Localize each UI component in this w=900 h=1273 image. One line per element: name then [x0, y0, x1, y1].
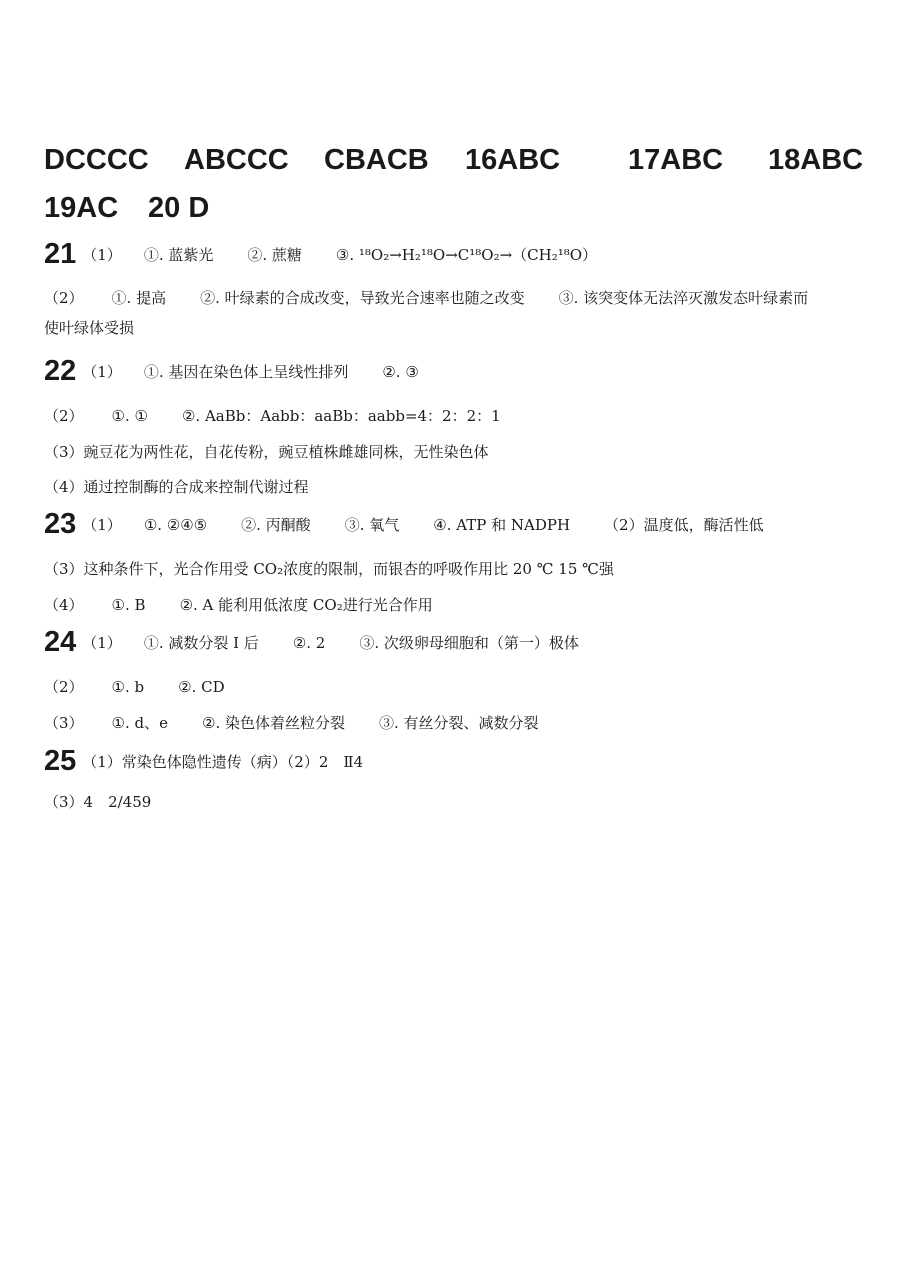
- question-number: 21: [44, 238, 77, 270]
- mc-answer-group: 18ABC: [768, 144, 864, 176]
- q22-part2: [44, 405, 501, 426]
- answer-text: ①. ②④⑤: [143, 515, 208, 534]
- part-label: （3）: [44, 714, 84, 732]
- mc-answers-row-1: [44, 144, 864, 184]
- answer-text: ②. CD: [178, 678, 225, 696]
- question-number: 25: [44, 745, 77, 777]
- answer-text: ②. 丙酮酸: [241, 516, 311, 534]
- question-number: 22: [44, 355, 77, 387]
- part-label: （4）: [44, 596, 84, 614]
- answer-text: ②. AaBb：Aabb：aaBb：aabb=4：2：2：1: [181, 407, 501, 425]
- answer-text: （2）温度低，酶活性低: [604, 516, 764, 534]
- answer-text: ③. 有丝分裂、减数分裂: [379, 714, 539, 732]
- answer-text: ①. ①: [111, 407, 148, 425]
- mc-answer-group: CBACB: [324, 144, 429, 176]
- q22-part4: （4）通过控制酶的合成来控制代谢过程: [44, 478, 309, 496]
- answer-text: ③. 次级卵母细胞和（第一）极体: [359, 634, 579, 652]
- mc-answer-group: DCCCC: [44, 144, 149, 176]
- mc-answer-group: ABCCC: [184, 144, 289, 176]
- q21-part1: [44, 238, 597, 271]
- answer-text: ①. 提高: [111, 289, 167, 307]
- part-label: （1）: [82, 363, 122, 381]
- answer-text: ①. d、e: [111, 714, 169, 732]
- answer-text: ①. 基因在染色体上呈线性排列: [143, 363, 349, 381]
- answer-text: ①. b: [111, 678, 145, 696]
- q23-part3: （3）这种条件下，光合作用受 CO₂浓度的限制，而银杏的呼吸作用比 20 ℃ 15 ℃强: [44, 560, 614, 578]
- q22-part3: （3）豌豆花为两性花，自花传粉，豌豆植株雌雄同株，无性染色体: [44, 443, 489, 461]
- answer-text: ②. 染色体着丝粒分裂: [202, 714, 345, 732]
- question-number: 24: [44, 626, 77, 658]
- answer-text: ②. 2: [292, 633, 326, 652]
- question-number: 23: [44, 508, 77, 540]
- answer-text: ①. B: [111, 596, 146, 614]
- q21-part2: [44, 287, 808, 308]
- answer-text: ①. 减数分裂 I 后: [143, 634, 259, 652]
- q25-part1: [44, 745, 363, 778]
- part-label: （1）: [82, 246, 122, 264]
- part-label: （2）: [44, 407, 84, 425]
- answer-text: （1）常染色体隐性遗传（病）（2）2 Ⅱ4: [82, 753, 364, 771]
- answer-text: ③. 氧气: [344, 516, 400, 534]
- answer-text: ④. ATP 和 NADPH: [433, 516, 571, 534]
- q24-part3: [44, 712, 539, 733]
- q22-part1: [44, 355, 419, 388]
- answer-text: ②. A 能利用低浓度 CO₂进行光合作用: [179, 596, 433, 614]
- mc-answer-group: 17ABC: [628, 144, 724, 176]
- q24-part1: [44, 626, 579, 659]
- answer-text: ②. ③: [382, 362, 419, 381]
- q23-part1: [44, 508, 764, 541]
- part-label: （2）: [44, 678, 84, 696]
- answer-text: ③. 该突变体无法淬灭激发态叶绿素而: [558, 289, 809, 307]
- mc-answer-group: 20 D: [148, 192, 210, 224]
- answer-text: ③. ¹⁸O₂→H₂¹⁸O→C¹⁸O₂→（CH₂¹⁸O）: [335, 246, 598, 264]
- q21-part2-continued: 使叶绿体受损: [44, 319, 135, 337]
- part-label: （1）: [82, 634, 122, 652]
- answer-text: ②. 叶绿素的合成改变，导致光合速率也随之改变: [200, 289, 525, 307]
- mc-answers-row-2: [44, 192, 858, 232]
- q24-part2: [44, 676, 225, 697]
- part-label: （2）: [44, 289, 84, 307]
- answer-text: ①. 蓝紫光: [143, 246, 214, 264]
- mc-answer-group: 19AC: [44, 192, 119, 224]
- q23-part4: [44, 594, 433, 615]
- q25-part3: （3）4 2/459: [44, 793, 152, 811]
- mc-answer-group: 16ABC: [465, 144, 561, 176]
- answer-text: ②. 蔗糖: [247, 246, 302, 264]
- part-label: （1）: [82, 516, 122, 534]
